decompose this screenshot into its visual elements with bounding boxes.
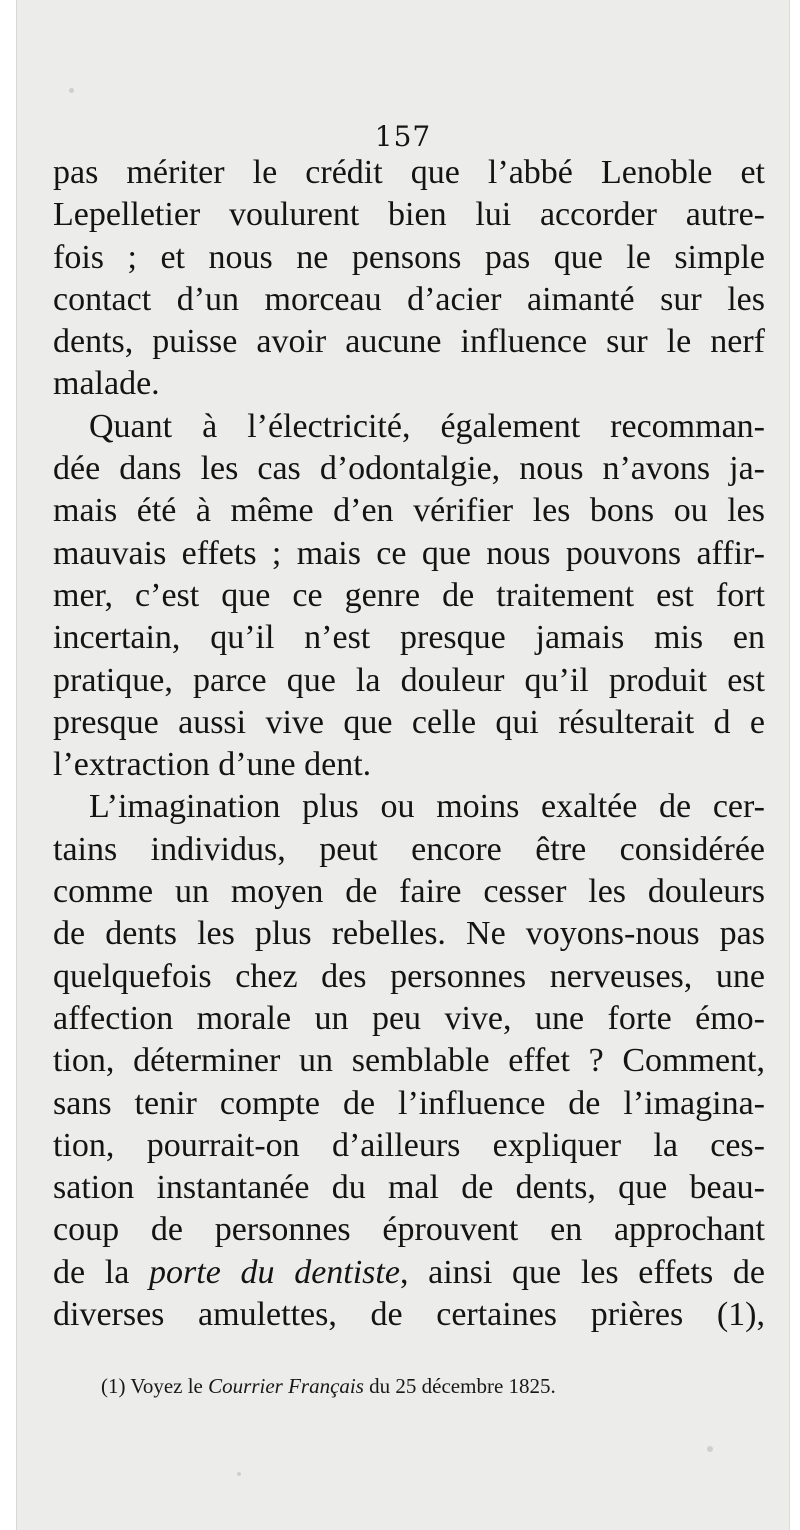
text-line: mais été à même d’en vérifier les bons ou les (53, 492, 765, 530)
paper-speck (237, 1472, 241, 1476)
text-line: affection morale un peu vive, une forte émo- (53, 999, 765, 1037)
italic-phrase: porte du dentiste (149, 1253, 400, 1291)
book-page (16, 0, 790, 1530)
page-number: 157 (374, 120, 432, 153)
text-line-with-italic: de la porte du dentiste, ainsi que les effets de (53, 1253, 765, 1291)
text-line: dents, puisse avoir aucune influence sur le nerf (53, 323, 765, 361)
body-text (53, 152, 765, 1336)
text-line: fois ; et nous ne pensons pas que le simple (53, 238, 765, 276)
text-line: pratique, parce que la douleur qu’il produit est (53, 661, 765, 699)
paper-speck (707, 1446, 713, 1452)
paragraph-3 (53, 786, 765, 1336)
paper-speck (69, 88, 74, 93)
text-line: incertain, qu’il n’est presque jamais mis en (53, 619, 765, 657)
text-line: sans tenir compte de l’influence de l’imagina- (53, 1084, 765, 1122)
text-line: l’extraction d’une dent. (53, 746, 372, 784)
text-line: dée dans les cas d’odontalgie, nous n’avons ja- (53, 450, 765, 488)
footnote-text-after: du 25 décembre 1825. (369, 1374, 556, 1398)
text-line: comme un moyen de faire cesser les douleurs (53, 873, 765, 911)
text-line: pas mériter le crédit que l’abbé Lenoble et (53, 154, 765, 191)
text-line: diverses amulettes, de certaines prières (1), (53, 1296, 765, 1334)
text-line: sation instantanée du mal de dents, que beau- (53, 1169, 765, 1207)
text-line: L’imagination plus ou moins exaltée de cer- (89, 788, 765, 826)
text-line: malade. (53, 365, 160, 403)
footnote-marker: (1) (101, 1374, 126, 1398)
text-line: contact d’un morceau d’acier aimanté sur les (53, 280, 765, 318)
paragraph-2 (53, 406, 765, 787)
paragraph-1 (53, 152, 765, 406)
footnote-title: Courrier Français (208, 1374, 364, 1398)
text-line: tion, déterminer un semblable effet ? Comment, (53, 1042, 765, 1080)
text-line: Quant à l’électricité, également recomman- (89, 407, 765, 445)
text-line: coup de personnes éprouvent en approchant (53, 1211, 765, 1249)
text-line: mer, c’est que ce genre de traitement est fort (53, 576, 765, 614)
text-line: presque aussi vive que celle qui résulterait d e (53, 703, 765, 741)
footnote (101, 1374, 741, 1399)
text-line: tains individus, peut encore être considérée (53, 830, 765, 868)
text-line: Lepelletier voulurent bien lui accorder autre- (53, 196, 765, 234)
text-line: tion, pourrait-on d’ailleurs expliquer la ces- (53, 1126, 765, 1164)
text-line: de dents les plus rebelles. Ne voyons-nous pas (53, 915, 765, 953)
footnote-text-before: Voyez le (130, 1374, 203, 1398)
text-line: quelquefois chez des personnes nerveuses, une (53, 957, 765, 995)
text-line: mauvais effets ; mais ce que nous pouvons affir- (53, 534, 765, 572)
